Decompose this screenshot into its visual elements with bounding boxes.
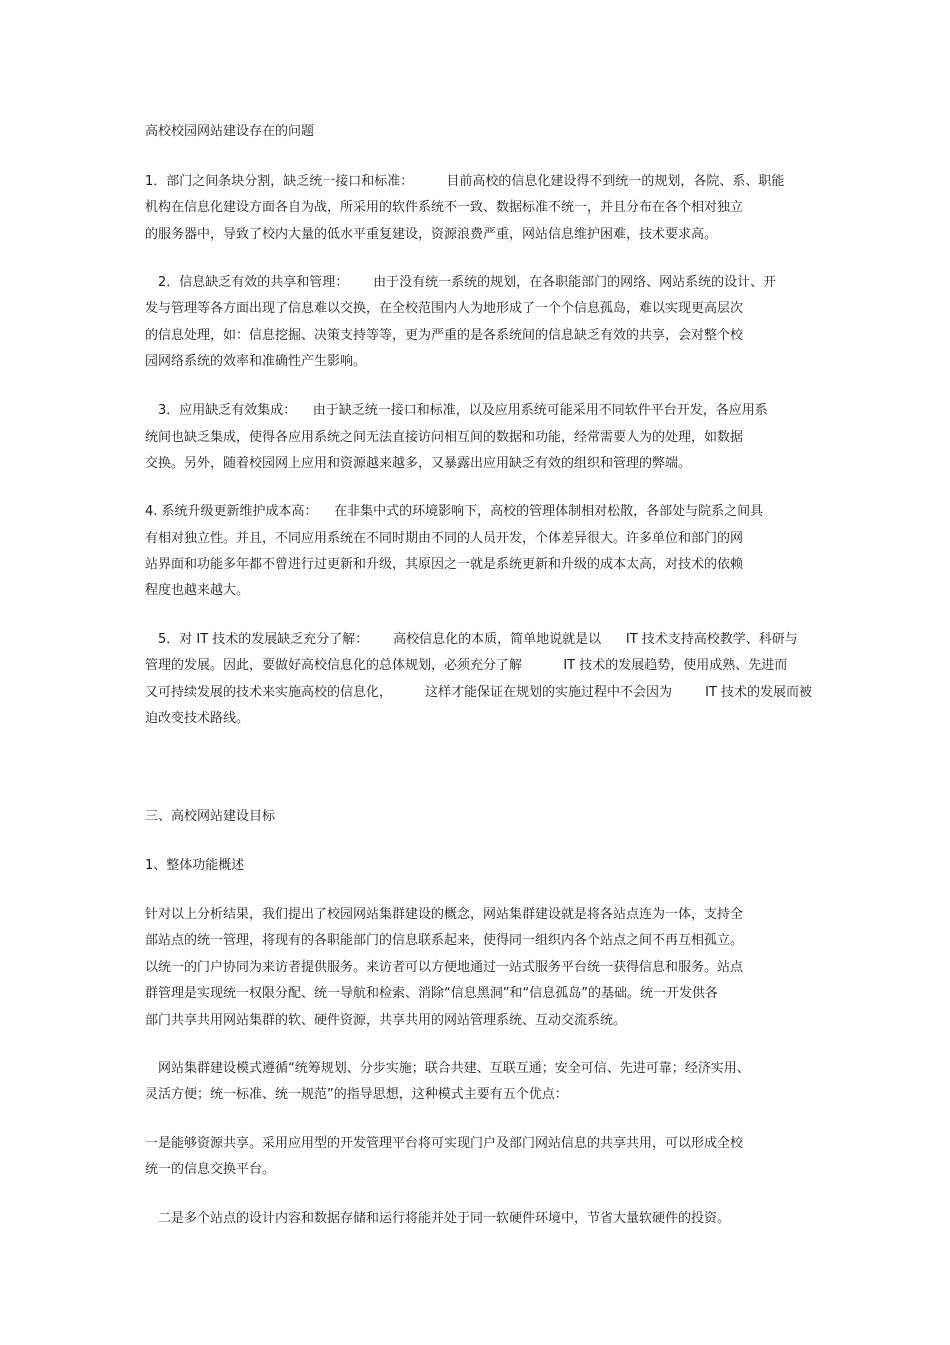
paragraph-line: 站界面和功能多年都不曾进行过更新和升级，其原因之一就是系统更新和升级的成本太高，对技术的依赖 — [145, 557, 744, 572]
paragraph-line: 2．信息缺乏有效的共享和管理： 由于没有统一系统的规划，在各职能部门的网络、网站系统的设计、开 — [158, 275, 777, 290]
paragraph-line: 1．部门之间条块分割，缺乏统一接口和标准： 目前高校的信息化建设得不到统一的规划，各院、系、职能 — [145, 174, 785, 189]
paragraph-line: 针对以上分析结果，我们提出了校园网站集群建设的概念，网站集群建设就是将各站点连为一体，支持全 — [145, 907, 744, 922]
paragraph-line: 网站集群建设模式遵循“统筹规划、分步实施；联合共建、互联互通；安全可信、先进可靠；经济实用、 — [158, 1061, 750, 1076]
paragraph-line: 二是多个站点的设计内容和数据存储和运行将能并处于同一软硬件环境中，节省大量软硬件的投资。 — [158, 1211, 731, 1226]
paragraph-line: 发与管理等各方面出现了信息难以交换，在全校范围内人为地形成了一个个信息孤岛，难以实现更高层次 — [145, 301, 744, 316]
paragraph-line: 统一的信息交换平台。 — [145, 1162, 276, 1177]
paragraph-line: 部站点的统一管理，将现有的各职能部门的信息联系起来，使得同一组织内各个站点之间不再互相孤立。 — [145, 933, 744, 948]
paragraph-line: 群管理是实现统一权限分配、统一导航和检索、消除“信息黑洞”和“信息孤岛”的基础。统一开发供各 — [145, 986, 718, 1001]
paragraph-line: 程度也越来越大。 — [145, 583, 250, 598]
subsection-heading: 1、整体功能概述 — [145, 858, 245, 873]
paragraph-line: 交换。另外，随着校园网上应用和资源越来越多，又暴露出应用缺乏有效的组织和管理的弊端。 — [145, 456, 692, 471]
paragraph-line: 机构在信息化建设方面各自为战，所采用的软件系统不一致、数据标准不统一，并且分布在各个相对独立 — [145, 200, 744, 215]
paragraph-line: 迫改变技术路线。 — [145, 711, 250, 726]
paragraph-line: 的服务器中，导致了校内大量的低水平重复建设，资源浪费严重，网站信息维护困难，技术要求高。 — [145, 227, 718, 242]
paragraph-line: 3．应用缺乏有效集成： 由于缺乏统一接口和标准，以及应用系统可能采用不同软件平台开发，各应用系 — [158, 403, 768, 418]
paragraph-line: 管理的发展。因此，要做好高校信息化的总体规划，必须充分了解 IT 技术的发展趋势，使用成熟、先进而 — [145, 658, 788, 673]
section-heading: 高校校园网站建设存在的问题 — [145, 124, 315, 139]
paragraph-line: 的信息处理，如：信息挖掘、决策支持等等，更为严重的是各系统间的信息缺乏有效的共享，会对整个校 — [145, 328, 744, 343]
paragraph-line: 又可持续发展的技术来实施高校的信息化， 这样才能保证在规划的实施过程中不会因为 IT 技术的发展而被 — [145, 685, 813, 700]
section-heading: 三、高校网站建设目标 — [145, 809, 276, 824]
paragraph-line: 部门共享共用网站集群的软、硬件资源，共享共用的网站管理系统、互动交流系统。 — [145, 1013, 627, 1028]
paragraph-line: 以统一的门户协同为来访者提供服务。来访者可以方便地通过一站式服务平台统一获得信息和服务。站点 — [145, 960, 744, 975]
paragraph-line: 灵活方便；统一标准、统一规范”的指导思想，这种模式主要有五个优点： — [145, 1087, 568, 1102]
paragraph-line: 5．对 IT 技术的发展缺乏充分了解： 高校信息化的本质，简单地说就是以 IT 技术支持高校教学、科研与 — [158, 632, 798, 647]
paragraph-line: 4. 系统升级更新维护成本高： 在非集中式的环境影响下，高校的管理体制相对松散，各部处与院系之间具 — [145, 504, 764, 519]
paragraph-line: 一是能够资源共享。采用应用型的开发管理平台将可实现门户及部门网站信息的共享共用，可以形成全校 — [145, 1136, 744, 1151]
paragraph-line: 统间也缺乏集成，使得各应用系统之间无法直接访问相互间的数据和功能，经常需要人为的处理，如数据 — [145, 430, 744, 445]
paragraph-line: 有相对独立性。并且，不同应用系统在不同时期由不同的人员开发，个体差异很大。许多单位和部门的网 — [145, 531, 744, 546]
paragraph-line: 园网络系统的效率和准确性产生影响。 — [145, 354, 367, 369]
